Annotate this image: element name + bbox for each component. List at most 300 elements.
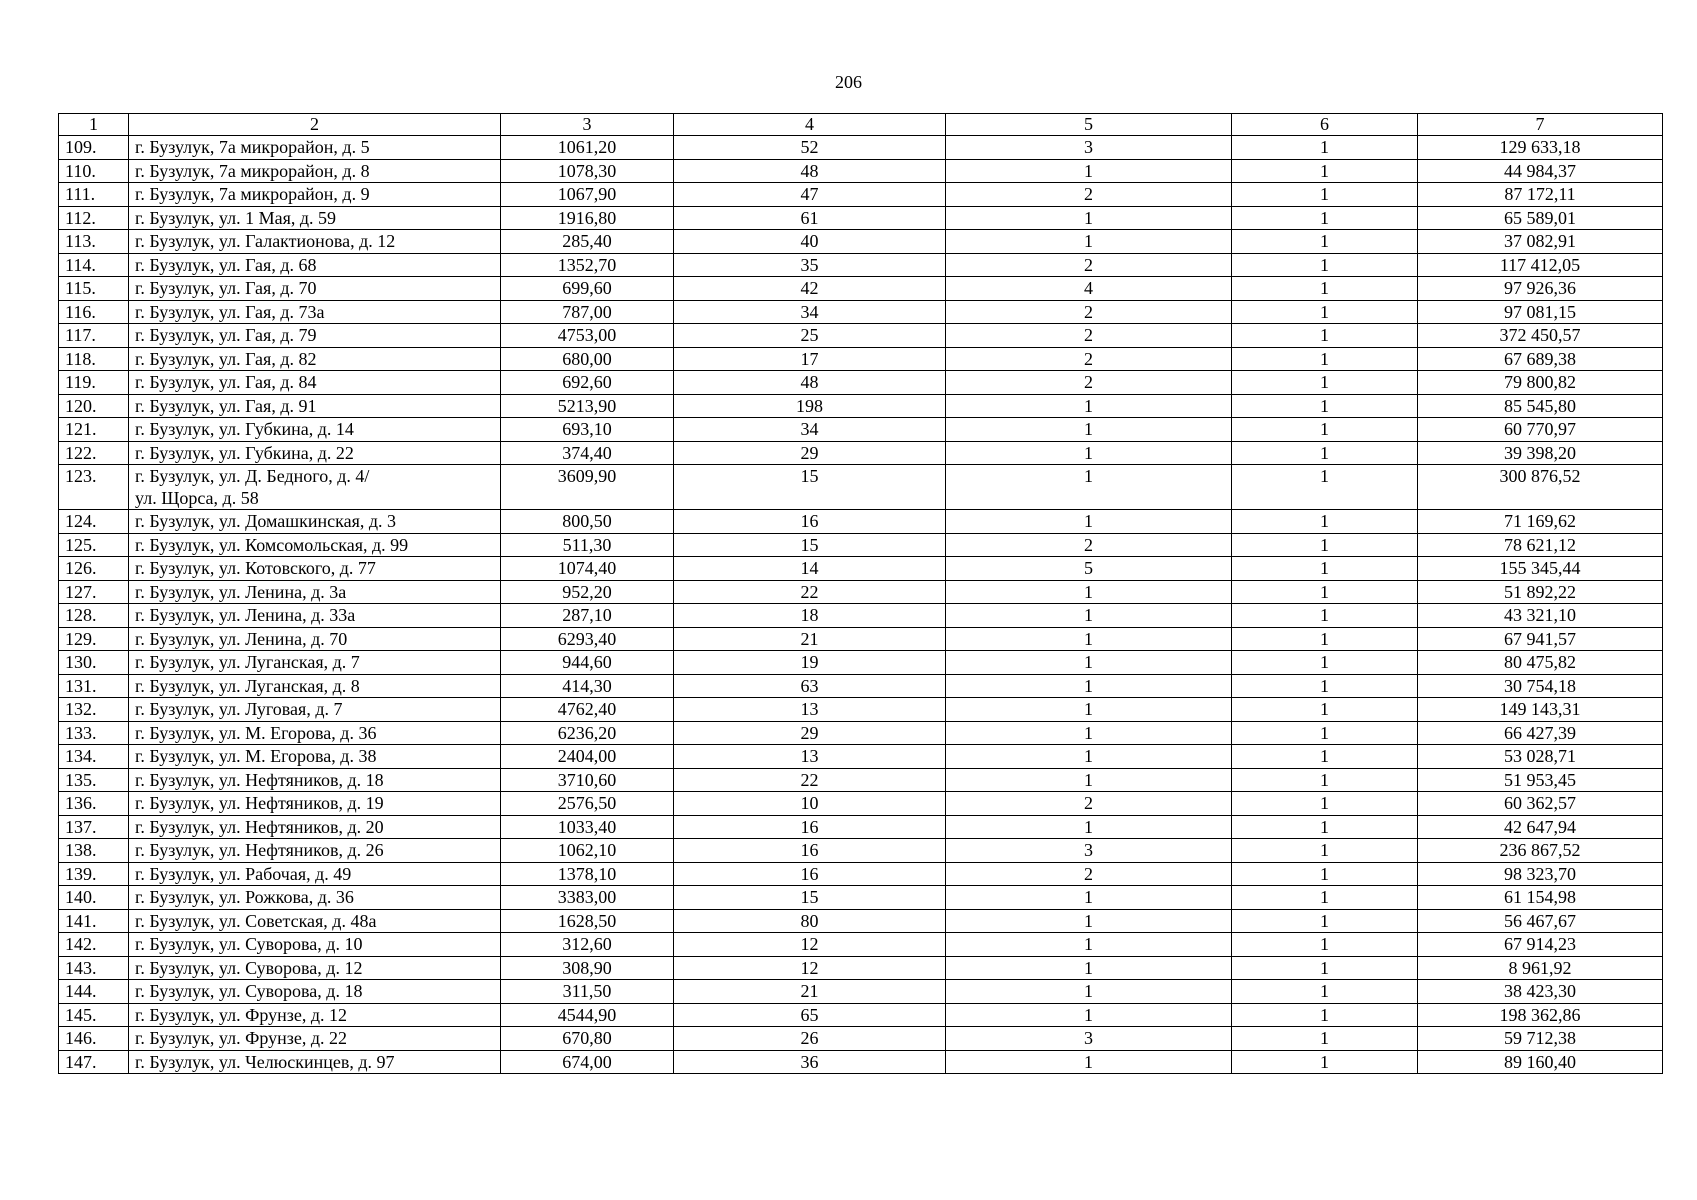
table-row [59,557,1663,581]
count-cell: 35 [674,253,946,277]
area-cell: 1062,10 [501,839,674,863]
table-row [59,886,1663,910]
col6-cell: 1 [1232,604,1418,628]
amount-cell: 89 160,40 [1418,1050,1663,1074]
col5-cell: 1 [946,580,1232,604]
address-cell [129,933,501,957]
address-cell [129,768,501,792]
address-cell [129,371,501,395]
table-row [59,815,1663,839]
count-cell: 34 [674,300,946,324]
address-line: г. Бузулук, ул. Нефтяников, д. 26 [135,840,384,860]
col5-cell: 4 [946,277,1232,301]
col6-cell: 1 [1232,533,1418,557]
table-row [59,721,1663,745]
table-row [59,909,1663,933]
table-row [59,745,1663,769]
area-cell: 6236,20 [501,721,674,745]
amount-cell: 53 028,71 [1418,745,1663,769]
area-cell: 1628,50 [501,909,674,933]
count-cell: 47 [674,183,946,207]
amount-cell: 60 770,97 [1418,418,1663,442]
count-cell: 16 [674,839,946,863]
row-number: 132. [59,698,129,722]
count-cell: 13 [674,745,946,769]
address-line: г. Бузулук, ул. Ленина, д. 33а [135,605,356,625]
amount-cell: 129 633,18 [1418,136,1663,160]
table-row [59,651,1663,675]
row-number: 146. [59,1027,129,1051]
col5-cell: 1 [946,956,1232,980]
area-cell: 680,00 [501,347,674,371]
address-line: г. Бузулук, ул. Котовского, д. 77 [135,558,376,578]
table-row [59,324,1663,348]
address-cell [129,206,501,230]
row-number: 131. [59,674,129,698]
col6-cell: 1 [1232,324,1418,348]
row-number: 140. [59,886,129,910]
address-line: г. Бузулук, ул. Гая, д. 91 [135,395,317,416]
col6-cell: 1 [1232,792,1418,816]
row-number: 111. [59,183,129,207]
table-row [59,1003,1663,1027]
count-cell: 48 [674,159,946,183]
area-cell: 6293,40 [501,627,674,651]
address-cell [129,698,501,722]
table-row [59,627,1663,651]
row-number: 120. [59,394,129,418]
area-cell: 674,00 [501,1050,674,1074]
col6-cell: 1 [1232,510,1418,534]
amount-cell: 117 412,05 [1418,253,1663,277]
area-cell: 1378,10 [501,862,674,886]
col6-cell: 1 [1232,300,1418,324]
address-cell [129,862,501,886]
address-line: г. Бузулук, ул. Луговая, д. 7 [135,699,343,719]
col6-cell: 1 [1232,815,1418,839]
area-cell: 1067,90 [501,183,674,207]
row-number: 119. [59,371,129,395]
address-line: г. Бузулук, ул. Фрунзе, д. 12 [135,1004,347,1025]
col5-cell: 3 [946,136,1232,160]
page-number: 206 [835,72,862,92]
table-row [59,136,1663,160]
col6-cell: 1 [1232,1050,1418,1074]
address-line: г. Бузулук, ул. Фрунзе, д. 22 [135,1028,347,1048]
address-line: г. Бузулук, ул. Советская, д. 48а [135,910,377,931]
table-row [59,159,1663,183]
col5-cell: 1 [946,441,1232,465]
address-cell [129,956,501,980]
address-line: г. Бузулук, 7а микрорайон, д. 9 [135,184,370,204]
col5-cell: 1 [946,1050,1232,1074]
row-number: 136. [59,792,129,816]
col5-cell: 2 [946,862,1232,886]
amount-cell: 155 345,44 [1418,557,1663,581]
count-cell: 21 [674,980,946,1004]
row-number: 130. [59,651,129,675]
area-cell: 1033,40 [501,815,674,839]
count-cell: 21 [674,627,946,651]
count-cell: 29 [674,721,946,745]
address-line: г. Бузулук, ул. Рожкова, д. 36 [135,887,354,907]
address-cell [129,441,501,465]
count-cell: 16 [674,510,946,534]
address-cell [129,277,501,301]
area-cell: 944,60 [501,651,674,675]
col6-cell: 1 [1232,277,1418,301]
table-row [59,347,1663,371]
amount-cell: 98 323,70 [1418,862,1663,886]
row-number: 117. [59,324,129,348]
col5-cell: 5 [946,557,1232,581]
address-line: г. Бузулук, ул. Гая, д. 68 [135,254,317,275]
count-cell: 26 [674,1027,946,1051]
col5-cell: 2 [946,792,1232,816]
area-cell: 311,50 [501,980,674,1004]
row-number: 115. [59,277,129,301]
count-cell: 10 [674,792,946,816]
col6-cell: 1 [1232,465,1418,510]
table-body [59,114,1663,1074]
table-row [59,253,1663,277]
count-cell: 63 [674,674,946,698]
address-line: г. Бузулук, 7а микрорайон, д. 5 [135,137,370,157]
col6-cell: 1 [1232,347,1418,371]
data-table [58,113,1663,1074]
amount-cell: 79 800,82 [1418,371,1663,395]
address-line: г. Бузулук, ул. Губкина, д. 14 [135,419,354,439]
table-row [59,206,1663,230]
row-number: 139. [59,862,129,886]
table-row [59,441,1663,465]
table-row [59,698,1663,722]
col6-cell: 1 [1232,136,1418,160]
area-cell: 3710,60 [501,768,674,792]
address-line: г. Бузулук, ул. Рабочая, д. 49 [135,863,352,884]
table-row [59,465,1663,510]
amount-cell: 78 621,12 [1418,533,1663,557]
row-number: 122. [59,441,129,465]
area-cell: 285,40 [501,230,674,254]
count-cell: 61 [674,206,946,230]
column-header: 3 [501,114,674,136]
column-header: 1 [59,114,129,136]
table-row [59,533,1663,557]
col5-cell: 1 [946,674,1232,698]
amount-cell: 67 914,23 [1418,933,1663,957]
amount-cell: 60 362,57 [1418,792,1663,816]
table-row [59,1027,1663,1051]
col5-cell: 2 [946,347,1232,371]
address-line: г. Бузулук, ул. Суворова, д. 18 [135,981,363,1001]
address-line: г. Бузулук, ул. Галактионова, д. 12 [135,231,396,251]
row-number: 121. [59,418,129,442]
address-cell [129,1050,501,1074]
table-row [59,1050,1663,1074]
count-cell: 36 [674,1050,946,1074]
amount-cell: 59 712,38 [1418,1027,1663,1051]
col5-cell: 1 [946,1003,1232,1027]
column-header: 7 [1418,114,1663,136]
table-row [59,674,1663,698]
count-cell: 22 [674,580,946,604]
address-cell [129,510,501,534]
amount-cell: 51 953,45 [1418,768,1663,792]
address-cell [129,136,501,160]
count-cell: 15 [674,465,946,510]
area-cell: 312,60 [501,933,674,957]
column-header: 4 [674,114,946,136]
col6-cell: 1 [1232,698,1418,722]
address-cell [129,1027,501,1051]
address-line: г. Бузулук, ул. Нефтяников, д. 19 [135,793,384,813]
area-cell: 511,30 [501,533,674,557]
table-row [59,183,1663,207]
address-cell [129,418,501,442]
col6-cell: 1 [1232,580,1418,604]
area-cell: 414,30 [501,674,674,698]
address-cell [129,300,501,324]
count-cell: 15 [674,886,946,910]
table-row [59,980,1663,1004]
count-cell: 48 [674,371,946,395]
area-cell: 952,20 [501,580,674,604]
col5-cell: 1 [946,604,1232,628]
col6-cell: 1 [1232,886,1418,910]
count-cell: 52 [674,136,946,160]
area-cell: 692,60 [501,371,674,395]
table-row [59,604,1663,628]
address-line: г. Бузулук, ул. Гая, д. 79 [135,325,317,345]
area-cell: 693,10 [501,418,674,442]
address-cell [129,159,501,183]
row-number: 109. [59,136,129,160]
column-header: 5 [946,114,1232,136]
count-cell: 40 [674,230,946,254]
count-cell: 198 [674,394,946,418]
address-cell [129,674,501,698]
table-row [59,839,1663,863]
row-number: 134. [59,745,129,769]
table-row [59,956,1663,980]
header-row [59,114,1663,136]
amount-cell: 66 427,39 [1418,721,1663,745]
address-cell [129,745,501,769]
area-cell: 670,80 [501,1027,674,1051]
col5-cell: 1 [946,510,1232,534]
count-cell: 12 [674,956,946,980]
table-row [59,768,1663,792]
area-cell: 787,00 [501,300,674,324]
col6-cell: 1 [1232,557,1418,581]
address-cell [129,815,501,839]
row-number: 127. [59,580,129,604]
column-header: 6 [1232,114,1418,136]
area-cell: 4762,40 [501,698,674,722]
amount-cell: 97 081,15 [1418,300,1663,324]
col6-cell: 1 [1232,1003,1418,1027]
count-cell: 16 [674,862,946,886]
table-row [59,862,1663,886]
amount-cell: 8 961,92 [1418,956,1663,980]
col5-cell: 1 [946,206,1232,230]
address-cell [129,627,501,651]
address-line: г. Бузулук, ул. Гая, д. 82 [135,348,317,369]
col5-cell: 1 [946,745,1232,769]
row-number: 113. [59,230,129,254]
col6-cell: 1 [1232,230,1418,254]
address-cell [129,980,501,1004]
address-line: г. Бузулук, ул. Гая, д. 73а [135,301,325,322]
area-cell: 3609,90 [501,465,674,510]
column-header: 2 [129,114,501,136]
address-cell [129,533,501,557]
address-line: г. Бузулук, ул. Нефтяников, д. 20 [135,816,384,837]
address-cell [129,909,501,933]
table-row [59,371,1663,395]
col5-cell: 3 [946,1027,1232,1051]
col5-cell: 2 [946,533,1232,557]
address-line: г. Бузулук, ул. Нефтяников, д. 18 [135,769,384,790]
col5-cell: 1 [946,698,1232,722]
address-cell [129,580,501,604]
col6-cell: 1 [1232,651,1418,675]
address-cell [129,394,501,418]
row-number: 133. [59,721,129,745]
col6-cell: 1 [1232,933,1418,957]
row-number: 135. [59,768,129,792]
col5-cell: 1 [946,815,1232,839]
row-number: 110. [59,159,129,183]
amount-cell: 43 321,10 [1418,604,1663,628]
area-cell: 699,60 [501,277,674,301]
col5-cell: 3 [946,839,1232,863]
area-cell: 800,50 [501,510,674,534]
col5-cell: 2 [946,371,1232,395]
row-number: 142. [59,933,129,957]
table-row [59,300,1663,324]
address-line: г. Бузулук, ул. Суворова, д. 12 [135,957,363,978]
amount-cell: 80 475,82 [1418,651,1663,675]
col6-cell: 1 [1232,839,1418,863]
col5-cell: 1 [946,627,1232,651]
table-row [59,418,1663,442]
area-cell: 1352,70 [501,253,674,277]
address-line: г. Бузулук, ул. Домашкинская, д. 3 [135,511,397,531]
col6-cell: 1 [1232,627,1418,651]
count-cell: 16 [674,815,946,839]
area-cell: 308,90 [501,956,674,980]
address-line: г. Бузулук, ул. Луганская, д. 7 [135,652,360,672]
col5-cell: 2 [946,300,1232,324]
row-number: 124. [59,510,129,534]
col6-cell: 1 [1232,745,1418,769]
count-cell: 12 [674,933,946,957]
col5-cell: 2 [946,253,1232,277]
row-number: 141. [59,909,129,933]
amount-cell: 149 143,31 [1418,698,1663,722]
col5-cell: 1 [946,651,1232,675]
col6-cell: 1 [1232,909,1418,933]
address-cell [129,557,501,581]
address-line: ул. Щорса, д. 58 [135,488,259,508]
col6-cell: 1 [1232,418,1418,442]
address-line: г. Бузулук, 7а микрорайон, д. 8 [135,160,370,181]
row-number: 144. [59,980,129,1004]
address-line: г. Бузулук, ул. 1 Мая, д. 59 [135,207,337,228]
amount-cell: 56 467,67 [1418,909,1663,933]
area-cell: 374,40 [501,441,674,465]
address-cell [129,792,501,816]
area-cell: 2576,50 [501,792,674,816]
row-number: 145. [59,1003,129,1027]
row-number: 118. [59,347,129,371]
amount-cell: 39 398,20 [1418,441,1663,465]
address-line: г. Бузулук, ул. Комсомольская, д. 99 [135,534,409,555]
col5-cell: 1 [946,394,1232,418]
address-line: г. Бузулук, ул. Челюскинцев, д. 97 [135,1051,395,1072]
col5-cell: 2 [946,183,1232,207]
address-line: г. Бузулук, ул. М. Егорова, д. 36 [135,722,377,743]
address-line: г. Бузулук, ул. Гая, д. 84 [135,372,317,392]
amount-cell: 97 926,36 [1418,277,1663,301]
col6-cell: 1 [1232,862,1418,886]
address-cell [129,886,501,910]
address-line: г. Бузулук, ул. Губкина, д. 22 [135,442,354,463]
col6-cell: 1 [1232,253,1418,277]
table-row [59,933,1663,957]
count-cell: 34 [674,418,946,442]
address-cell [129,230,501,254]
area-cell: 2404,00 [501,745,674,769]
count-cell: 22 [674,768,946,792]
col6-cell: 1 [1232,206,1418,230]
row-number: 123. [59,465,129,510]
area-cell: 5213,90 [501,394,674,418]
address-cell [129,183,501,207]
count-cell: 42 [674,277,946,301]
col6-cell: 1 [1232,956,1418,980]
table-row [59,230,1663,254]
row-number: 147. [59,1050,129,1074]
amount-cell: 372 450,57 [1418,324,1663,348]
amount-cell: 85 545,80 [1418,394,1663,418]
amount-cell: 61 154,98 [1418,886,1663,910]
table-row [59,580,1663,604]
col6-cell: 1 [1232,183,1418,207]
area-cell: 1074,40 [501,557,674,581]
col6-cell: 1 [1232,768,1418,792]
count-cell: 65 [674,1003,946,1027]
amount-cell: 236 867,52 [1418,839,1663,863]
area-cell: 287,10 [501,604,674,628]
amount-cell: 38 423,30 [1418,980,1663,1004]
row-number: 125. [59,533,129,557]
row-number: 138. [59,839,129,863]
area-cell: 1061,20 [501,136,674,160]
address-cell [129,604,501,628]
col5-cell: 1 [946,721,1232,745]
address-cell [129,253,501,277]
col5-cell: 1 [946,418,1232,442]
address-line: г. Бузулук, ул. Д. Бедного, д. 4/ [135,466,370,486]
count-cell: 25 [674,324,946,348]
amount-cell: 67 941,57 [1418,627,1663,651]
count-cell: 15 [674,533,946,557]
table-row [59,394,1663,418]
col6-cell: 1 [1232,159,1418,183]
